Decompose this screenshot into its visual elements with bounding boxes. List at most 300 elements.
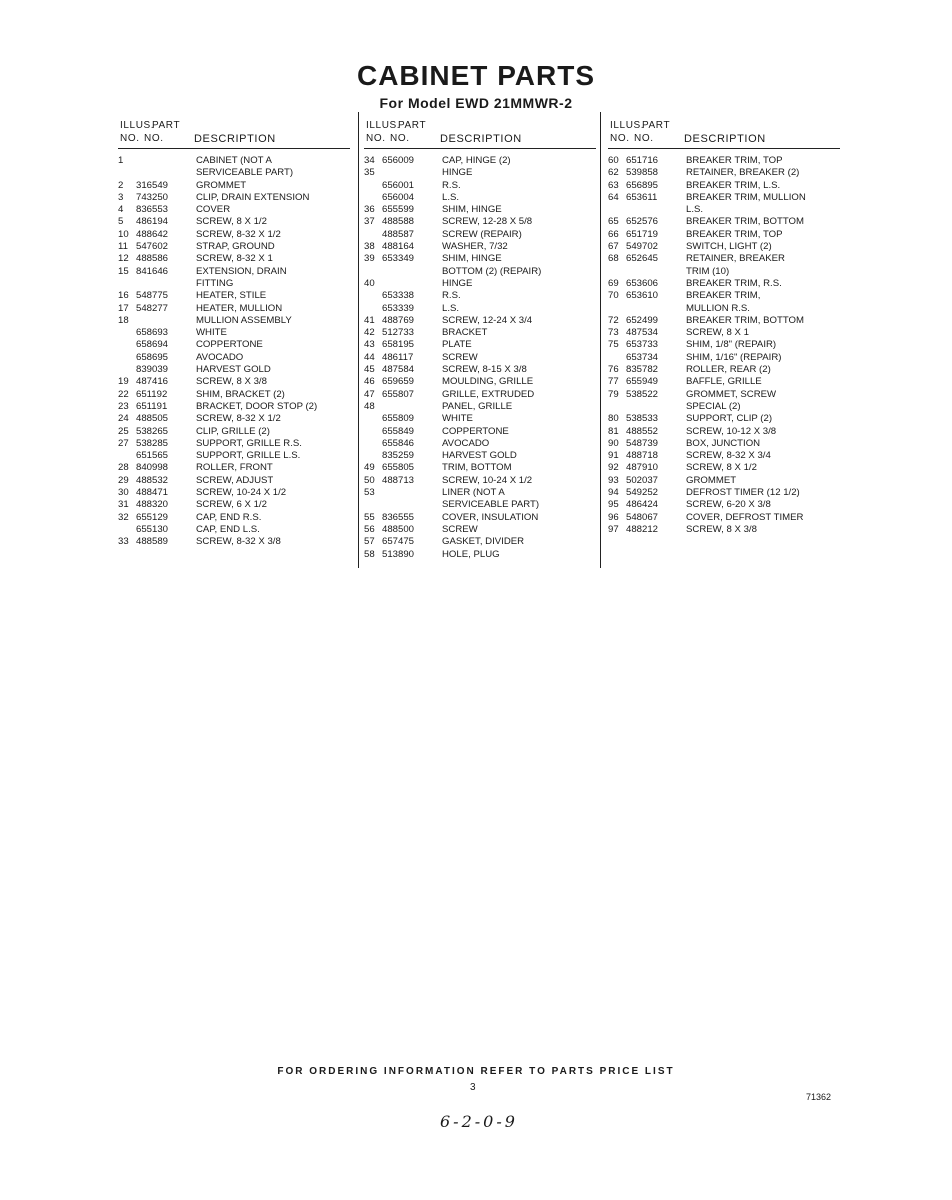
part-description: BAFFLE, GRILLE	[686, 376, 762, 388]
illus-number: 66	[608, 228, 619, 240]
part-description: SERVICEABLE PART)	[442, 499, 540, 511]
part-number: 657475	[382, 536, 415, 548]
parts-row	[364, 475, 596, 487]
part-description: WHITE	[196, 327, 227, 339]
illus-number: 64	[608, 191, 619, 203]
part-number: 653339	[382, 302, 415, 314]
parts-row	[608, 278, 840, 290]
parts-row	[118, 204, 350, 216]
parts-row	[364, 216, 596, 228]
part-description: ROLLER, REAR (2)	[686, 364, 771, 376]
parts-row	[364, 315, 596, 327]
illus-number: 58	[364, 548, 375, 560]
illus-number: 28	[118, 462, 129, 474]
part-number: 655807	[382, 388, 415, 400]
part-number: 539858	[626, 167, 659, 179]
part-description: SCREW	[442, 523, 478, 535]
part-description: CAP, END L.S.	[196, 523, 260, 535]
column-header	[118, 118, 350, 149]
part-description: CLIP, GRILLE (2)	[196, 425, 270, 437]
part-number: 743250	[136, 191, 169, 203]
illus-number: 4	[118, 204, 124, 216]
parts-row	[118, 352, 350, 364]
part-number: 656001	[382, 179, 415, 191]
illus-number: 62	[608, 167, 619, 179]
parts-row	[364, 450, 596, 462]
illus-number: 48	[364, 400, 375, 412]
part-number: 651191	[136, 400, 168, 412]
parts-row	[118, 536, 350, 548]
part-number: 488500	[382, 523, 415, 535]
parts-row	[364, 290, 596, 302]
illus-number: 76	[608, 364, 619, 376]
part-number: 488212	[626, 523, 659, 535]
part-header: PART	[398, 120, 427, 131]
part-description: SCREW, ADJUST	[196, 474, 274, 486]
illus-number: 57	[364, 536, 375, 548]
parts-row	[608, 192, 840, 204]
parts-row	[364, 413, 596, 425]
part-header: PART	[152, 120, 181, 131]
part-number: 656895	[626, 179, 659, 191]
part-number: 653734	[626, 351, 659, 363]
column-divider	[600, 112, 601, 568]
parts-list	[118, 155, 350, 549]
illus-number: 65	[608, 216, 619, 228]
illus-number: 33	[118, 536, 129, 548]
part-number: 488769	[382, 314, 415, 326]
part-number: 488586	[136, 253, 169, 265]
illus-number: 73	[608, 327, 619, 339]
part-description: SCREW, 8 X 3/8	[196, 376, 267, 388]
parts-row	[364, 499, 596, 511]
parts-row	[118, 229, 350, 241]
parts-row	[118, 180, 350, 192]
part-description: SWITCH, LIGHT (2)	[686, 241, 772, 253]
illus-number: 40	[364, 277, 375, 289]
parts-row	[118, 401, 350, 413]
part-number: 488713	[382, 474, 415, 486]
illus-number: 43	[364, 339, 375, 351]
parts-row	[364, 401, 596, 413]
part-description: BREAKER TRIM, L.S.	[686, 179, 781, 191]
part-number: 659659	[382, 376, 415, 388]
part-number: 548277	[136, 302, 169, 314]
part-description: LINER (NOT A	[442, 487, 505, 499]
parts-row	[608, 499, 840, 511]
illus-number: 39	[364, 253, 375, 265]
parts-row	[118, 241, 350, 253]
part-description: FITTING	[196, 277, 234, 289]
parts-row	[118, 450, 350, 462]
illus-number: 97	[608, 523, 619, 535]
illus-number: 34	[364, 155, 375, 166]
part-number: 655129	[136, 511, 169, 523]
parts-row	[364, 204, 596, 216]
parts-row	[118, 487, 350, 499]
part-number: 653349	[382, 253, 415, 265]
part-number: 538265	[136, 425, 169, 437]
part-description: MOULDING, GRILLE	[442, 376, 534, 388]
illus-number: 60	[608, 155, 619, 166]
parts-row	[608, 155, 840, 167]
parts-row	[364, 536, 596, 548]
illus-number: 41	[364, 314, 375, 326]
parts-row	[608, 241, 840, 253]
illus-number: 27	[118, 437, 129, 449]
illus-number: 79	[608, 388, 619, 400]
illus-number: 2	[118, 179, 124, 191]
part-description: GROMMET, SCREW	[686, 388, 777, 400]
part-number: 651719	[626, 228, 659, 240]
part-number: 488642	[136, 228, 169, 240]
part-number: 653733	[626, 339, 659, 351]
parts-row	[608, 303, 840, 315]
illus-number: 22	[118, 388, 129, 400]
illus-number: 35	[364, 167, 375, 179]
parts-row	[608, 462, 840, 474]
parts-row	[364, 352, 596, 364]
part-description: MULLION ASSEMBLY	[196, 314, 292, 326]
page-number: 3	[470, 1082, 476, 1093]
illus-number: 10	[118, 228, 129, 240]
part-number: 316549	[136, 179, 169, 191]
illus-no-header: NO.	[610, 133, 630, 144]
illus-number: 94	[608, 487, 619, 499]
illus-number: 90	[608, 437, 619, 449]
parts-row	[364, 278, 596, 290]
part-number: 538285	[136, 437, 169, 449]
part-number: 656009	[382, 155, 415, 166]
part-number: 835259	[382, 450, 415, 462]
part-description: SCREW, 8 X 1/2	[686, 462, 757, 474]
parts-row	[364, 512, 596, 524]
part-number: 658195	[382, 339, 415, 351]
illus-number: 96	[608, 511, 619, 523]
parts-row	[118, 253, 350, 265]
parts-row	[364, 376, 596, 388]
part-description: PLATE	[442, 339, 472, 351]
part-description: SCREW, 10-12 X 3/8	[686, 425, 777, 437]
parts-row	[364, 253, 596, 265]
illus-number: 17	[118, 302, 129, 314]
parts-row	[364, 155, 596, 167]
illus-number: 1	[118, 155, 124, 166]
part-description: SCREW (REPAIR)	[442, 228, 522, 240]
part-number: 548739	[626, 437, 659, 449]
part-description: RETAINER, BREAKER	[686, 253, 785, 265]
illus-number: 36	[364, 204, 375, 216]
parts-row	[608, 290, 840, 302]
part-description: SCREW, 8-32 X 1	[196, 253, 273, 265]
parts-row	[118, 339, 350, 351]
part-number: 655849	[382, 425, 415, 437]
parts-row	[118, 524, 350, 536]
parts-row	[118, 167, 350, 179]
illus-number: 80	[608, 413, 619, 425]
column-header	[364, 118, 596, 149]
part-number: 488588	[382, 216, 415, 228]
parts-row	[364, 167, 596, 179]
illus-number: 5	[118, 216, 124, 228]
parts-row	[118, 512, 350, 524]
part-description: SCREW, 10-24 X 1/2	[442, 474, 533, 486]
part-description: AVOCADO	[196, 351, 244, 363]
page-title: CABINET PARTS	[356, 60, 596, 91]
part-description: SCREW, 8-32 X 3/4	[686, 450, 771, 462]
part-description: SHIM, HINGE	[442, 204, 502, 216]
part-description: SCREW, 10-24 X 1/2	[196, 487, 287, 499]
part-description: AVOCADO	[442, 437, 490, 449]
part-number: 487416	[136, 376, 169, 388]
part-description: CAP, HINGE (2)	[442, 155, 511, 166]
illus-number: 77	[608, 376, 619, 388]
parts-row	[118, 266, 350, 278]
part-number: 487910	[626, 462, 659, 474]
part-number: 488718	[626, 450, 659, 462]
parts-row	[608, 204, 840, 216]
part-description: BREAKER TRIM, TOP	[686, 155, 783, 166]
part-number: 655809	[382, 413, 415, 425]
part-no-header: NO.	[390, 133, 410, 144]
illus-number: 63	[608, 179, 619, 191]
parts-row	[608, 352, 840, 364]
parts-row	[364, 524, 596, 536]
part-description: CLIP, DRAIN EXTENSION	[196, 191, 310, 203]
parts-row	[118, 426, 350, 438]
parts-row	[364, 389, 596, 401]
illus-number: 55	[364, 511, 375, 523]
part-description: BRACKET	[442, 327, 488, 339]
illus-header: ILLUS.	[120, 120, 155, 131]
parts-row	[608, 167, 840, 179]
part-description: CABINET (NOT A	[196, 155, 272, 166]
part-description: BREAKER TRIM, R.S.	[686, 277, 782, 289]
parts-row	[118, 462, 350, 474]
parts-row	[608, 364, 840, 376]
parts-column-1	[118, 118, 350, 549]
illus-number: 38	[364, 241, 375, 253]
illus-number: 18	[118, 314, 129, 326]
parts-row	[364, 180, 596, 192]
part-number: 836555	[382, 511, 415, 523]
illus-number: 30	[118, 487, 129, 499]
parts-row	[364, 229, 596, 241]
part-number: 653610	[626, 290, 659, 302]
part-description: HARVEST GOLD	[442, 450, 517, 462]
part-description: TRIM (10)	[686, 265, 730, 277]
part-number: 488552	[626, 425, 659, 437]
illus-number: 24	[118, 413, 129, 425]
parts-row	[118, 216, 350, 228]
model-subtitle: For Model EWD 21MMWR-2	[379, 95, 573, 111]
parts-column-2	[364, 118, 596, 561]
part-number: 656004	[382, 191, 415, 203]
parts-row	[608, 180, 840, 192]
part-number: 488164	[382, 241, 415, 253]
parts-row	[608, 266, 840, 278]
part-description: L.S.	[686, 204, 704, 216]
parts-row	[118, 475, 350, 487]
part-description: SUPPORT, GRILLE R.S.	[196, 437, 302, 449]
parts-row	[608, 450, 840, 462]
part-number: 658695	[136, 351, 169, 363]
part-header: PART	[642, 120, 671, 131]
part-number: 488587	[382, 228, 415, 240]
part-description: SHIM, 1/8" (REPAIR)	[686, 339, 777, 351]
parts-row	[364, 487, 596, 499]
illus-number: 81	[608, 425, 619, 437]
parts-row	[118, 303, 350, 315]
part-no-header: NO.	[634, 133, 654, 144]
part-description: SCREW, 8-32 X 3/8	[196, 536, 281, 548]
parts-row	[608, 339, 840, 351]
illus-number: 12	[118, 253, 129, 265]
illus-no-header: NO.	[366, 133, 386, 144]
column-header	[608, 118, 840, 149]
illus-number: 70	[608, 290, 619, 302]
part-description: L.S.	[442, 191, 460, 203]
part-description: SHIM, 1/16" (REPAIR)	[686, 351, 782, 363]
parts-row	[608, 376, 840, 388]
part-number: 653606	[626, 277, 659, 289]
part-number: 839039	[136, 364, 169, 376]
parts-row	[608, 426, 840, 438]
parts-row	[118, 290, 350, 302]
part-description: SCREW, 8 X 1/2	[196, 216, 267, 228]
part-description: SPECIAL (2)	[686, 400, 741, 412]
description-header: DESCRIPTION	[684, 133, 766, 145]
parts-row	[608, 487, 840, 499]
parts-row	[608, 216, 840, 228]
part-description: HEATER, MULLION	[196, 302, 283, 314]
illus-number: 53	[364, 487, 375, 499]
part-number: 548775	[136, 290, 169, 302]
column-divider	[358, 112, 359, 568]
part-number: 513890	[382, 548, 415, 560]
part-description: SCREW, 8 X 3/8	[686, 523, 757, 535]
part-number: 512733	[382, 327, 415, 339]
parts-row	[608, 389, 840, 401]
part-description: SCREW, 6 X 1/2	[196, 499, 267, 511]
part-number: 655130	[136, 523, 169, 535]
parts-row	[118, 364, 350, 376]
parts-row	[118, 376, 350, 388]
part-description: BOTTOM (2) (REPAIR)	[442, 265, 542, 277]
illus-number: 42	[364, 327, 375, 339]
ordering-note: FOR ORDERING INFORMATION REFER TO PARTS PRICE LIST	[277, 1066, 675, 1077]
parts-row	[364, 438, 596, 450]
part-description: WASHER, 7/32	[442, 241, 508, 253]
illus-header: ILLUS.	[610, 120, 645, 131]
parts-list	[608, 155, 840, 536]
part-description: HOLE, PLUG	[442, 548, 500, 560]
parts-row	[608, 315, 840, 327]
part-number: 488320	[136, 499, 169, 511]
part-number: 652499	[626, 314, 659, 326]
illus-number: 37	[364, 216, 375, 228]
part-number: 538533	[626, 413, 659, 425]
illus-no-header: NO.	[120, 133, 140, 144]
part-description: GROMMET	[196, 179, 247, 191]
parts-list	[364, 155, 596, 561]
part-description: WHITE	[442, 413, 473, 425]
parts-row	[364, 327, 596, 339]
part-number: 549702	[626, 241, 659, 253]
illus-number: 31	[118, 499, 129, 511]
part-description: TRIM, BOTTOM	[442, 462, 512, 474]
part-description: GROMMET	[686, 474, 737, 486]
part-description: HINGE	[442, 277, 473, 289]
part-number: 836553	[136, 204, 169, 216]
part-description: SCREW	[442, 351, 478, 363]
part-description: COPPERTONE	[196, 339, 263, 351]
parts-row	[608, 413, 840, 425]
part-description: BRACKET, DOOR STOP (2)	[196, 400, 318, 412]
part-description: HINGE	[442, 167, 473, 179]
part-no-header: NO.	[144, 133, 164, 144]
part-description: SCREW, 8-15 X 3/8	[442, 364, 527, 376]
part-description: SCREW, 8 X 1	[686, 327, 749, 339]
parts-row	[608, 229, 840, 241]
illus-number: 3	[118, 191, 124, 203]
part-description: ROLLER, FRONT	[196, 462, 273, 474]
part-number: 841646	[136, 265, 169, 277]
part-number: 488471	[136, 487, 169, 499]
part-number: 548067	[626, 511, 659, 523]
part-number: 655805	[382, 462, 415, 474]
part-description: BREAKER TRIM, MULLION	[686, 191, 806, 203]
parts-column-3	[608, 118, 840, 536]
part-number: 652576	[626, 216, 659, 228]
parts-row	[608, 475, 840, 487]
part-number: 488532	[136, 474, 169, 486]
illus-number: 44	[364, 351, 375, 363]
parts-row	[118, 315, 350, 327]
illus-number: 11	[118, 241, 128, 253]
part-description: R.S.	[442, 179, 461, 191]
part-description: HARVEST GOLD	[196, 364, 271, 376]
parts-row	[118, 413, 350, 425]
part-description: BREAKER TRIM, BOTTOM	[686, 216, 804, 228]
part-number: 653338	[382, 290, 415, 302]
parts-row	[364, 549, 596, 561]
illus-number: 45	[364, 364, 375, 376]
part-number: 486194	[136, 216, 169, 228]
part-description: PANEL, GRILLE	[442, 400, 513, 412]
part-description: SUPPORT, CLIP (2)	[686, 413, 773, 425]
illus-number: 19	[118, 376, 129, 388]
illus-header: ILLUS.	[366, 120, 401, 131]
part-description: SCREW, 12-24 X 3/4	[442, 314, 533, 326]
parts-row	[608, 524, 840, 536]
illus-number: 47	[364, 388, 375, 400]
illus-number: 67	[608, 241, 619, 253]
part-description: HEATER, STILE	[196, 290, 267, 302]
part-description: MULLION R.S.	[686, 302, 750, 314]
part-description: GRILLE, EXTRUDED	[442, 388, 535, 400]
parts-row	[118, 278, 350, 290]
parts-row	[608, 438, 840, 450]
illus-number: 15	[118, 265, 129, 277]
parts-row	[364, 364, 596, 376]
part-description: L.S.	[442, 302, 460, 314]
document-code: 71362	[806, 1092, 832, 1102]
illus-number: 49	[364, 462, 375, 474]
part-number: 651192	[136, 388, 168, 400]
parts-row	[118, 327, 350, 339]
part-number: 486117	[382, 351, 414, 363]
